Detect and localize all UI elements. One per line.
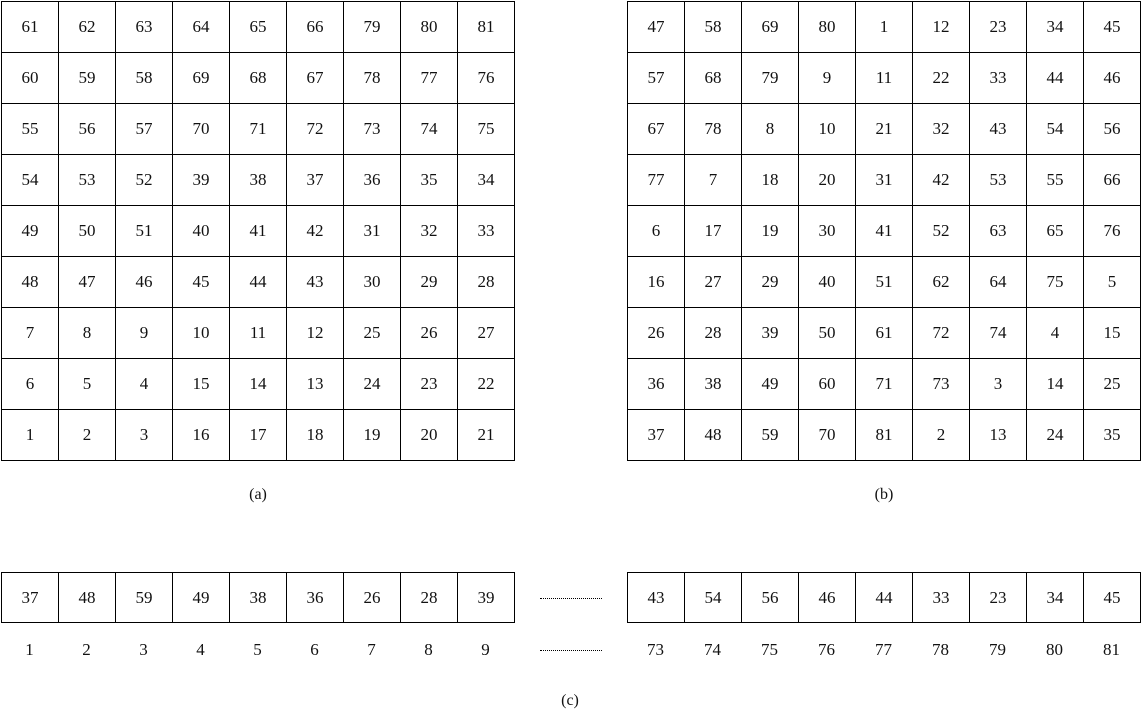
grid-cell: 67 [287,53,344,104]
grid-cell: 75 [458,104,515,155]
grid-cell: 25 [344,308,401,359]
ellipsis-values [540,598,602,599]
grid-row [2,206,515,257]
grid-cell: 9 [799,53,856,104]
grid-cell: 37 [287,155,344,206]
index-label: 9 [481,640,490,659]
grid-row [628,308,1141,359]
sequence-cell: 38 [230,573,287,623]
grid-cell: 27 [458,308,515,359]
grid-cell: 32 [401,206,458,257]
grid-cell: 33 [458,206,515,257]
grid-cell: 25 [1084,359,1141,410]
grid-cell: 19 [344,410,401,461]
grid-row [2,359,515,410]
grid-row [2,53,515,104]
grid-cell: 58 [116,53,173,104]
grid-cell: 68 [230,53,287,104]
sequence-cell: 46 [799,573,856,623]
grid-cell: 64 [970,257,1027,308]
sequence-cell: 54 [685,573,742,623]
grid-cell: 6 [2,359,59,410]
grid-cell: 41 [230,206,287,257]
grid-cell: 18 [287,410,344,461]
grid-cell: 53 [970,155,1027,206]
index-row-left [1,640,515,660]
grid-cell: 47 [59,257,116,308]
grid-cell: 52 [913,206,970,257]
grid-cell: 29 [401,257,458,308]
sequence-cell: 33 [913,573,970,623]
grid-cell: 44 [1027,53,1084,104]
sequence-cell: 34 [1027,573,1084,623]
grid-row [628,2,1141,53]
grid-cell: 47 [628,2,685,53]
index-label: 80 [1046,640,1063,659]
grid-cell: 64 [173,2,230,53]
grid-cell: 12 [913,2,970,53]
grid-cell: 2 [59,410,116,461]
grid-cell: 38 [685,359,742,410]
grid-cell: 80 [799,2,856,53]
grid-cell: 58 [685,2,742,53]
grid-cell: 7 [2,308,59,359]
grid-cell: 42 [287,206,344,257]
grid-cell: 40 [173,206,230,257]
sequence-cell: 23 [970,573,1027,623]
grid-cell: 61 [856,308,913,359]
grid-cell: 57 [628,53,685,104]
grid-cell: 1 [2,410,59,461]
sequence-cell: 36 [287,573,344,623]
grid-cell: 7 [685,155,742,206]
grid-cell: 11 [230,308,287,359]
grid-cell: 15 [1084,308,1141,359]
index-label: 73 [647,640,664,659]
grid-cell: 34 [458,155,515,206]
index-label: 77 [875,640,892,659]
grid-cell: 45 [1084,2,1141,53]
grid-cell: 71 [230,104,287,155]
caption-b: (b) [874,486,894,503]
grid-cell: 66 [287,2,344,53]
grid-cell: 4 [116,359,173,410]
grid-row [2,2,515,53]
grid-cell: 4 [1027,308,1084,359]
grid-cell: 69 [742,2,799,53]
grid-cell: 55 [2,104,59,155]
grid-cell: 37 [628,410,685,461]
sequence-cell: 28 [401,573,458,623]
grid-cell: 17 [685,206,742,257]
index-label: 76 [818,640,835,659]
grid-cell: 22 [458,359,515,410]
grid-cell: 70 [173,104,230,155]
grid-cell: 2 [913,410,970,461]
grid-cell: 66 [1084,155,1141,206]
grid-cell: 50 [799,308,856,359]
sequence-cell: 45 [1084,573,1141,623]
grid-cell: 44 [230,257,287,308]
grid-cell: 74 [970,308,1027,359]
index-label: 1 [25,640,34,659]
grid-cell: 42 [913,155,970,206]
grid-cell: 8 [59,308,116,359]
grid-cell: 24 [344,359,401,410]
grid-cell: 28 [685,308,742,359]
grid-cell: 16 [628,257,685,308]
grid-cell: 21 [458,410,515,461]
grid-cell: 18 [742,155,799,206]
grid-cell: 29 [742,257,799,308]
sequence-strip-left [1,572,515,623]
grid-cell: 65 [1027,206,1084,257]
sequence-cell: 59 [116,573,173,623]
grid-cell: 72 [913,308,970,359]
grid-cell: 52 [116,155,173,206]
grid-cell: 30 [344,257,401,308]
index-row-right [627,640,1141,660]
grid-cell: 39 [742,308,799,359]
grid-cell: 49 [2,206,59,257]
grid-cell: 22 [913,53,970,104]
grid-cell: 35 [401,155,458,206]
grid-cell: 71 [856,359,913,410]
grid-cell: 81 [458,2,515,53]
sequence-cell: 37 [2,573,59,623]
index-label: 79 [989,640,1006,659]
grid-cell: 36 [628,359,685,410]
grid-cell: 13 [970,410,1027,461]
grid-cell: 31 [344,206,401,257]
grid-cell: 76 [458,53,515,104]
grid-cell: 62 [913,257,970,308]
grid-cell: 67 [628,104,685,155]
grid-cell: 51 [856,257,913,308]
grid-row [628,53,1141,104]
sequence-cell: 43 [628,573,685,623]
grid-cell: 48 [2,257,59,308]
index-label: 78 [932,640,949,659]
grid-cell: 36 [344,155,401,206]
grid-row [628,104,1141,155]
grid-cell: 9 [116,308,173,359]
grid-cell: 17 [230,410,287,461]
grid-cell: 32 [913,104,970,155]
grid-cell: 41 [856,206,913,257]
grid-cell: 57 [116,104,173,155]
grid-cell: 46 [116,257,173,308]
sequence-cell: 39 [458,573,515,623]
grid-cell: 60 [2,53,59,104]
sequence-strip-right [627,572,1141,623]
grid-cell: 31 [856,155,913,206]
grid-cell: 49 [742,359,799,410]
grid-row [628,410,1141,461]
grid-cell: 65 [230,2,287,53]
grid-cell: 75 [1027,257,1084,308]
index-label: 6 [310,640,319,659]
index-label: 8 [424,640,433,659]
grid-row [628,155,1141,206]
grid-cell: 50 [59,206,116,257]
grid-cell: 30 [799,206,856,257]
grid-cell: 79 [344,2,401,53]
grid-cell: 43 [970,104,1027,155]
grid-cell: 69 [173,53,230,104]
caption-a: (a) [249,486,267,503]
grid-cell: 77 [401,53,458,104]
grid-cell: 55 [1027,155,1084,206]
index-label: 5 [253,640,262,659]
grid-cell: 23 [401,359,458,410]
grid-cell: 59 [59,53,116,104]
grid-cell: 20 [799,155,856,206]
grid-cell: 11 [856,53,913,104]
index-label: 75 [761,640,778,659]
grid-cell: 26 [401,308,458,359]
grid-a [1,1,515,461]
grid-cell: 77 [628,155,685,206]
grid-cell: 1 [856,2,913,53]
grid-cell: 78 [344,53,401,104]
grid-cell: 63 [116,2,173,53]
grid-cell: 24 [1027,410,1084,461]
grid-cell: 5 [59,359,116,410]
ellipsis-indices [540,650,602,651]
grid-cell: 76 [1084,206,1141,257]
grid-cell: 78 [685,104,742,155]
grid-cell: 38 [230,155,287,206]
grid-cell: 43 [287,257,344,308]
grid-cell: 39 [173,155,230,206]
grid-row [2,308,515,359]
grid-cell: 53 [59,155,116,206]
grid-cell: 80 [401,2,458,53]
grid-cell: 20 [401,410,458,461]
grid-cell: 33 [970,53,1027,104]
grid-row [2,257,515,308]
grid-cell: 35 [1084,410,1141,461]
index-label: 3 [139,640,148,659]
index-label: 2 [82,640,91,659]
grid-cell: 28 [458,257,515,308]
index-label: 7 [367,640,376,659]
grid-cell: 3 [970,359,1027,410]
grid-cell: 56 [1084,104,1141,155]
grid-cell: 3 [116,410,173,461]
grid-cell: 14 [230,359,287,410]
grid-b [627,1,1141,461]
grid-cell: 12 [287,308,344,359]
grid-cell: 26 [628,308,685,359]
grid-cell: 62 [59,2,116,53]
grid-cell: 54 [1027,104,1084,155]
grid-cell: 51 [116,206,173,257]
sequence-cell: 26 [344,573,401,623]
grid-cell: 68 [685,53,742,104]
index-label: 4 [196,640,205,659]
grid-cell: 74 [401,104,458,155]
sequence-cell: 48 [59,573,116,623]
grid-cell: 56 [59,104,116,155]
grid-cell: 70 [799,410,856,461]
grid-cell: 19 [742,206,799,257]
grid-cell: 61 [2,2,59,53]
index-label: 74 [704,640,721,659]
grid-cell: 59 [742,410,799,461]
grid-cell: 21 [856,104,913,155]
grid-cell: 10 [173,308,230,359]
grid-row [2,104,515,155]
grid-cell: 63 [970,206,1027,257]
grid-cell: 60 [799,359,856,410]
grid-cell: 73 [344,104,401,155]
sequence-cell: 44 [856,573,913,623]
grid-cell: 27 [685,257,742,308]
grid-cell: 54 [2,155,59,206]
index-label: 81 [1103,640,1120,659]
grid-cell: 10 [799,104,856,155]
grid-row [628,359,1141,410]
sequence-cell: 56 [742,573,799,623]
grid-cell: 45 [173,257,230,308]
grid-cell: 6 [628,206,685,257]
grid-cell: 40 [799,257,856,308]
grid-cell: 16 [173,410,230,461]
grid-row [628,206,1141,257]
caption-c: (c) [561,692,579,709]
grid-cell: 14 [1027,359,1084,410]
grid-cell: 46 [1084,53,1141,104]
grid-cell: 5 [1084,257,1141,308]
grid-cell: 34 [1027,2,1084,53]
grid-cell: 48 [685,410,742,461]
grid-cell: 79 [742,53,799,104]
grid-row [2,410,515,461]
grid-cell: 13 [287,359,344,410]
grid-row [628,257,1141,308]
grid-row [2,155,515,206]
grid-cell: 15 [173,359,230,410]
grid-cell: 72 [287,104,344,155]
grid-cell: 81 [856,410,913,461]
grid-cell: 8 [742,104,799,155]
grid-cell: 23 [970,2,1027,53]
grid-cell: 73 [913,359,970,410]
sequence-cell: 49 [173,573,230,623]
